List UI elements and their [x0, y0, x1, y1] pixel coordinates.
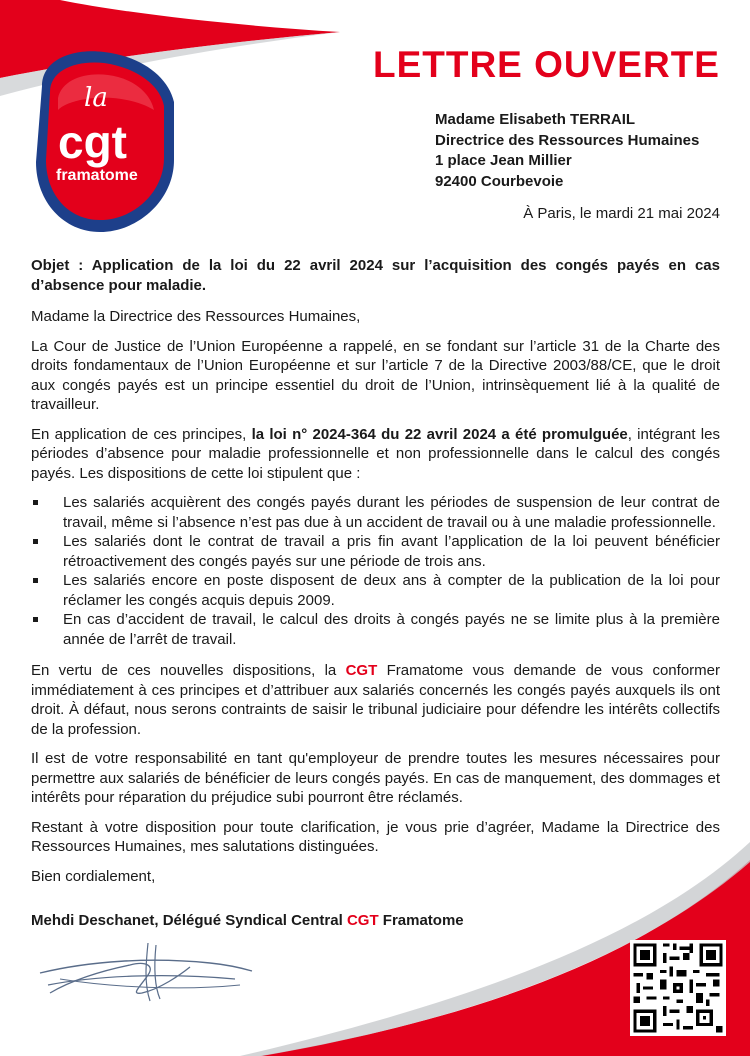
cgt-highlight: CGT	[346, 912, 379, 929]
cgt-highlight: CGT	[345, 662, 378, 679]
list-item-text: Les salariés acquièrent des congés payés durant les périodes de suspension de leur contrat de travail, même si l’absence n’est pas due à un accident de travail ou à une maladie professionnelle.	[63, 494, 720, 531]
list-item	[31, 610, 720, 649]
signer-text: Framatome	[378, 912, 464, 929]
letter-date: À Paris, le mardi 21 mai 2024	[523, 205, 720, 222]
recipient-city: 92400 Courbevoie	[435, 172, 564, 190]
list-item-text: Les salariés encore en poste disposent de deux ans à compter de la publication de la loi pour réclamer les congés acquis depuis 2009.	[63, 572, 720, 609]
qr-code-icon	[630, 940, 726, 1036]
page-title: LETTRE OUVERTE	[372, 44, 720, 85]
square-bullet-icon	[33, 617, 38, 622]
handwritten-signature	[30, 935, 260, 1005]
letter-object: Objet : Application de la loi du 22 avril 2024 sur l’acquisition des congés payés en cas d’absence pour maladie.	[31, 257, 720, 294]
provisions-list	[31, 493, 720, 649]
recipient-name: Madame Elisabeth TERRAIL	[435, 111, 636, 128]
paragraph-1: La Cour de Justice de l’Union Européenne a rappelé, en se fondant sur l’article 31 de la Charte des droits fondamentaux de l’Union Européenne et sur l’article 7 de la Directive 2003/88/CE, que le droit aux congés payés est un principe essentiel du droit de l’Union, intrinsèquement lié à la qualité de travailleur.	[31, 337, 720, 413]
square-bullet-icon	[33, 578, 38, 583]
list-item-text: Les salariés dont le contrat de travail a pris fin avant l’application de la loi peuvent bénéficier rétroactivement des congés payés sur une période de trois ans.	[63, 533, 720, 570]
square-bullet-icon	[33, 500, 38, 505]
paragraph-3-text: Framatome vous demande de vous conformer immédiatement à ces principes et d’attribuer aux salariés concernés les congés payés auxquels ils ont droit. À défaut, nous serons contraints de saisir le tribunal judiciaire pour défendre les intérêts collectifs de la profession.	[31, 662, 720, 738]
recipient-street: 1 place Jean Millier	[435, 152, 572, 169]
recipient-address	[435, 110, 699, 192]
logo-text-framatome: framatome	[56, 167, 138, 184]
list-item	[31, 532, 720, 571]
recipient-role: Directrice des Ressources Humaines	[435, 131, 700, 149]
signer-text: Mehdi Deschanet, Délégué Syndical Central	[31, 912, 347, 929]
list-item-text: En cas d’accident de travail, le calcul des droits à congés payés ne se limite plus à la première année de l’arrêt de travail.	[63, 611, 720, 648]
paragraph-3	[31, 661, 720, 739]
paragraph-2-text: En application de ces principes,	[31, 425, 252, 443]
salutation: Madame la Directrice des Ressources Humaines,	[31, 308, 361, 325]
paragraph-4: Il est de votre responsabilité en tant qu'employeur de prendre toutes les mesures nécessaires pour permettre aux salariés de bénéficier de leurs congés payés. En cas de manquement, des dommages et intérêts pour réparation du préjudice subi pourront être réclamés.	[31, 750, 720, 806]
cgt-framatome-logo	[28, 40, 180, 240]
paragraph-2	[31, 425, 720, 484]
logo-text-la: la	[84, 83, 108, 113]
closing: Bien cordialement,	[31, 867, 156, 885]
paragraph-2-text: , intégrant les périodes d’absence pour maladie professionnelle et non professionnelle dans le calcul des congés payés. Les dispositions de cette loi stipulent que :	[31, 425, 720, 482]
square-bullet-icon	[33, 539, 38, 544]
paragraph-5: Restant à votre disposition pour toute clarification, je vous prie d’agréer, Madame la Directrice des Ressources Humaines, mes salutations distinguées.	[31, 818, 720, 855]
law-reference: la loi n° 2024-364 du 22 avril 2024 a été promulguée	[251, 425, 628, 443]
signer-name	[31, 912, 464, 929]
letter-body	[31, 256, 720, 896]
list-item	[31, 571, 720, 610]
paragraph-3-text: En vertu de ces nouvelles dispositions, la	[31, 662, 346, 679]
list-item	[31, 493, 720, 532]
logo-text-cgt: cgt	[58, 116, 127, 168]
